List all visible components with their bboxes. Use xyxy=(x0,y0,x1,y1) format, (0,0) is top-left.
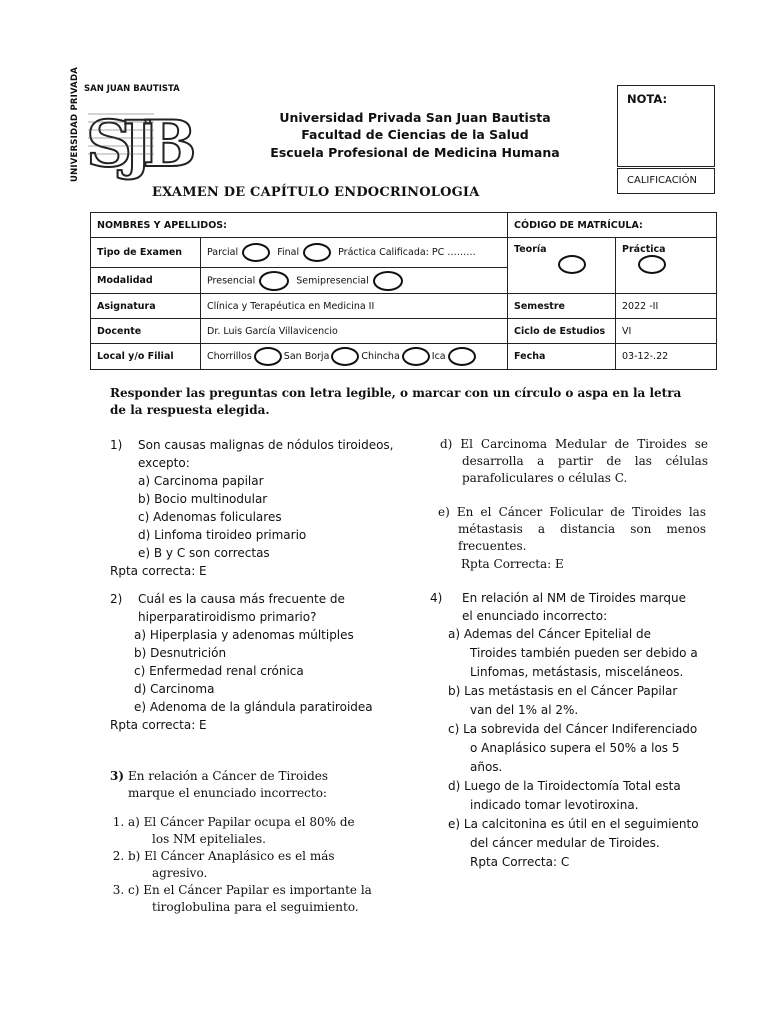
question-1 xyxy=(110,436,400,580)
q1-option-c[interactable]: c) Adenomas foliculares xyxy=(138,510,282,524)
q1-options xyxy=(110,472,400,562)
q2-option-a[interactable]: a) Hiperplasia y adenomas múltiples xyxy=(134,628,354,642)
local-options xyxy=(201,344,508,370)
ica-oval[interactable] xyxy=(448,347,476,366)
q1-answer: Rpta correcta: E xyxy=(110,564,207,578)
question-3 xyxy=(110,768,375,928)
practica-cell xyxy=(616,238,717,294)
fecha-value: 03-12-.22 xyxy=(616,344,717,370)
q2-option-e[interactable]: e) Adenoma de la glándula paratiroidea xyxy=(134,700,373,714)
q4-stem: En relación al NM de Tiroides marque el enunciado incorrecto: xyxy=(462,591,686,623)
instructions: Responder las preguntas con letra legible, o marcar con un círculo o aspa en la letra de la respuesta elegida. xyxy=(110,386,682,417)
question-4 xyxy=(430,589,700,871)
nota-box[interactable] xyxy=(617,85,715,167)
teoria-cell xyxy=(508,238,616,294)
university-name: Universidad Privada San Juan Bautista xyxy=(279,110,551,125)
q2-option-d[interactable]: d) Carcinoma xyxy=(134,682,215,696)
q1-option-e[interactable]: e) B y C son correctas xyxy=(138,546,270,560)
q3-number: 3) xyxy=(110,769,125,783)
q3-option-c[interactable]: 3. c) En el Cáncer Papilar es importante la tiroglobulina para el seguimiento. xyxy=(128,882,375,916)
q4-option-e[interactable]: e) La calcitonina es útil en el seguimiento del cáncer medular de Tiroides. xyxy=(448,817,699,850)
san-borja-oval[interactable] xyxy=(331,347,359,366)
practica-oval[interactable] xyxy=(638,255,666,274)
student-info-table xyxy=(90,212,717,370)
q2-option-c[interactable]: c) Enfermedad renal crónica xyxy=(134,664,304,678)
presencial-oval[interactable] xyxy=(259,271,289,291)
tipo-options xyxy=(201,238,508,268)
tipo-label: Tipo de Examen xyxy=(91,238,201,268)
q4-option-a[interactable]: a) Ademas del Cáncer Epitelial de Tiroides también pueden ser debido a Linfomas, metástasis, misceláneos. xyxy=(448,627,698,679)
ica-label: Ica xyxy=(431,351,446,362)
q3-option-e[interactable]: e) En el Cáncer Folicular de Tiroides las métastasis a distancia son menos frecuentes. xyxy=(438,505,706,553)
q3-stem: En relación a Cáncer de Tiroides marque el enunciado incorrecto: xyxy=(128,769,329,800)
q2-number: 2) xyxy=(110,592,123,606)
q3-option-d[interactable]: d) El Carcinoma Medular de Tiroides se desarrolla a partir de las células parafoliculares o células C. xyxy=(440,437,708,485)
ciclo-label: Ciclo de Estudios xyxy=(508,319,616,344)
q3-options xyxy=(110,814,375,916)
q4-answer: Rpta Correcta: C xyxy=(470,855,570,869)
names-field[interactable] xyxy=(91,213,508,238)
q2-stem: Cuál es la causa más frecuente de hiperparatiroidismo primario? xyxy=(138,592,345,624)
q4-options xyxy=(430,625,700,853)
q4-option-c[interactable]: c) La sobrevida del Cáncer Indiferenciado o Anaplásico supera el 50% a los 5 años. xyxy=(448,722,698,774)
ciclo-value: VI xyxy=(616,319,717,344)
q4-number: 4) xyxy=(430,591,443,605)
san-borja-label: San Borja xyxy=(283,351,330,362)
logo-side-text: UNIVERSIDAD PRIVADA xyxy=(70,67,80,182)
semipresencial-label: Semipresencial xyxy=(296,275,369,286)
asignatura-label: Asignatura xyxy=(91,294,201,319)
modalidad-options xyxy=(201,268,508,294)
q3-option-b[interactable]: 2. b) El Cáncer Anaplásico es el más agresivo. xyxy=(128,848,375,882)
q4-option-b[interactable]: b) Las metástasis en el Cáncer Papilar van del 1% al 2%. xyxy=(448,684,678,717)
chincha-oval[interactable] xyxy=(402,347,430,366)
q3-option-a[interactable]: 1. a) El Cáncer Papilar ocupa el 80% de los NM epiteliales. xyxy=(128,814,375,848)
presencial-label: Presencial xyxy=(207,275,256,286)
exam-title: EXAMEN DE CAPÍTULO ENDOCRINOLOGIA xyxy=(152,185,480,200)
teoria-oval[interactable] xyxy=(558,255,586,274)
tipo-parcial: Parcial xyxy=(207,247,239,258)
asignatura-value: Clínica y Terapéutica en Medicina II xyxy=(201,294,508,319)
chorrillos-oval[interactable] xyxy=(254,347,282,366)
q1-option-d[interactable]: d) Linfoma tiroideo primario xyxy=(138,528,307,542)
tipo-final: Final xyxy=(277,247,300,258)
q1-option-b[interactable]: b) Bocio multinodular xyxy=(138,492,268,506)
logo-top-text: SAN JUAN BAUTISTA xyxy=(84,84,180,94)
school-name: Escuela Profesional de Medicina Humana xyxy=(270,145,560,160)
semestre-label: Semestre xyxy=(508,294,616,319)
nota-label: NOTA: xyxy=(627,92,668,106)
q3-answer: Rpta Correcta: E xyxy=(461,557,564,571)
code-field[interactable] xyxy=(508,213,717,238)
names-label: NOMBRES Y APELLIDOS: xyxy=(97,219,227,231)
q4-option-d[interactable]: d) Luego de la Tiroidectomía Total esta indicado tomar levotiroxina. xyxy=(448,779,681,812)
q2-options xyxy=(110,626,400,716)
sjb-emblem-icon xyxy=(84,96,187,182)
modalidad-label: Modalidad xyxy=(91,268,201,294)
question-2 xyxy=(110,590,400,734)
school-name-clipped xyxy=(240,145,590,160)
code-label: CÓDIGO DE MATRÍCULA: xyxy=(514,219,643,231)
calificacion-box xyxy=(617,168,715,194)
semestre-value: 2022 -II xyxy=(616,294,717,319)
chorrillos-label: Chorrillos xyxy=(207,351,252,362)
q1-stem: Son causas malignas de nódulos tiroideos, excepto: xyxy=(138,438,394,470)
parcial-oval[interactable] xyxy=(242,243,270,262)
chincha-label: Chincha xyxy=(361,351,400,362)
logo-mark: SJB xyxy=(86,107,187,182)
university-logo xyxy=(70,67,187,182)
q1-number: 1) xyxy=(110,438,123,452)
semipresencial-oval[interactable] xyxy=(373,271,403,291)
faculty-name: Facultad de Ciencias de la Salud xyxy=(301,127,529,142)
calificacion-label: CALIFICACIÓN xyxy=(627,175,697,186)
final-oval[interactable] xyxy=(303,243,331,262)
q1-option-a[interactable]: a) Carcinoma papilar xyxy=(138,474,264,488)
tipo-practica: Práctica Calificada: PC ……… xyxy=(338,247,476,258)
docente-label: Docente xyxy=(91,319,201,344)
practica-label: Práctica xyxy=(622,244,666,255)
fecha-label: Fecha xyxy=(508,344,616,370)
docente-value: Dr. Luis García Villavicencio xyxy=(201,319,508,344)
q2-option-b[interactable]: b) Desnutrición xyxy=(134,646,227,660)
q2-answer: Rpta correcta: E xyxy=(110,718,207,732)
teoria-label: Teoría xyxy=(514,244,547,255)
local-label: Local y/o Filial xyxy=(91,344,201,370)
